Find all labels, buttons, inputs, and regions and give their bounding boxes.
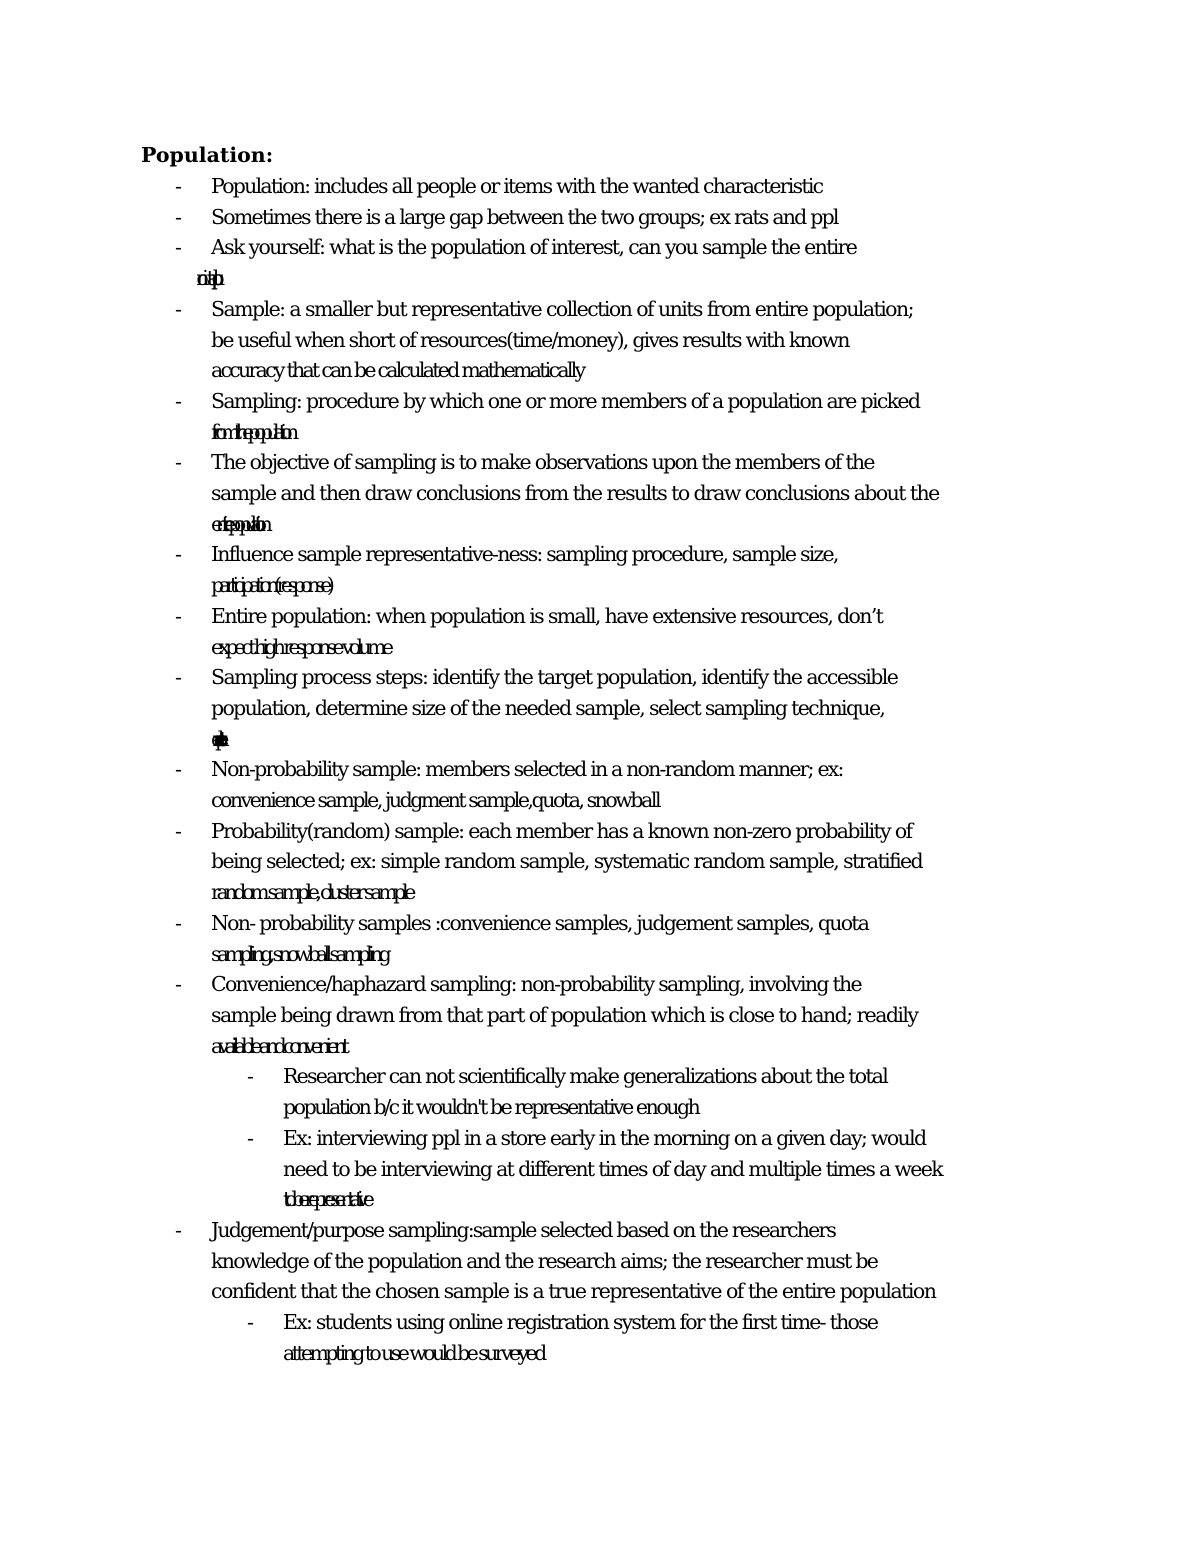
bullet-item (0, 202, 1200, 233)
text-line: being selected; ex: simple random sample, systematic random sample, stratified (211, 849, 923, 874)
bullet-item (0, 754, 1200, 815)
bullet-text (211, 1215, 1200, 1307)
text-line: Influence sample representative-ness: sampling procedure, sample size, (211, 542, 838, 567)
bullet-text (211, 601, 1200, 662)
text-line: The objective of sampling is to make observations upon the members of the (211, 450, 874, 475)
bullet-item (0, 1215, 1200, 1307)
bullet-dash: - (247, 1064, 254, 1089)
text-line: population b/c it wouldn't be representative enough (283, 1095, 699, 1120)
bullet-text (211, 816, 1200, 908)
text-line: population, determine size of the needed sample, select sampling technique, (211, 695, 885, 720)
bullet-dash: - (175, 296, 182, 321)
bullet-item (0, 539, 1200, 600)
bullet-text (211, 539, 1200, 600)
bullet-text (211, 232, 1200, 293)
text-line: execute plan (211, 726, 219, 751)
bullet-item (0, 969, 1200, 1061)
text-line: participation(response) (211, 573, 330, 598)
bullet-item (0, 601, 1200, 662)
text-line: Probability(random) sample: each member has a known non-zero probability of (211, 818, 912, 843)
bullet-dash: - (175, 1217, 182, 1242)
bullet-item (0, 171, 1200, 202)
text-line: Non-probability sample: members selected in a non-random manner; ex: (211, 757, 843, 782)
bullet-dash: - (175, 603, 182, 628)
text-line: Non- probability samples :convenience samples, judgement samples, quota (211, 910, 869, 935)
text-line: need to be interviewing at different times of day and multiple times a week (283, 1156, 942, 1181)
sub-bullet-item (0, 1307, 1200, 1368)
bullet-dash: - (175, 204, 182, 229)
text-line: Sampling: procedure by which one or more members of a population are picked (211, 388, 920, 413)
bullet-item (0, 662, 1200, 754)
bullet-text (211, 386, 1200, 447)
bullet-text (283, 1123, 1200, 1215)
bullet-text (283, 1061, 1200, 1122)
text-line: Researcher can not scientifically make generalizations about the total (283, 1064, 888, 1089)
text-line: entire population (211, 511, 266, 536)
text-line: Judgement/purpose sampling:sample selected based on the researchers (211, 1217, 835, 1242)
text-line: attempting to use would be surveyed (283, 1340, 544, 1365)
bullet-dash: - (175, 388, 182, 413)
bullet-dash: - (247, 1125, 254, 1150)
bullet-text (283, 1307, 1200, 1368)
bullet-item (0, 232, 1200, 293)
text-line: Ask yourself: what is the population of interest, can you sample the entire (211, 235, 857, 260)
text-line: random sample, cluster sample (211, 880, 413, 905)
text-line: Sampling process steps: identify the target population, identify the accessible (211, 665, 898, 690)
bullet-dash: - (175, 910, 182, 935)
text-line (211, 263, 1200, 294)
text-line: accuracy that can be calculated mathematically (211, 358, 584, 383)
bullet-item (0, 294, 1200, 386)
sub-bullet-item (0, 1123, 1200, 1215)
text-line: convenience sample, judgment sample,quota, snowball (211, 788, 660, 813)
text-line: expect high response volume (211, 634, 390, 659)
text-line: Sample: a smaller but representative collection of units from entire population; (211, 296, 913, 321)
bullet-dash: - (175, 818, 182, 843)
text-line: sample being drawn from that part of population which is close to hand; readily (211, 1002, 918, 1027)
text-line: confident that the chosen sample is a true representative of the entire population (211, 1279, 936, 1304)
bullet-text (211, 202, 1200, 233)
bullet-dash: - (247, 1310, 254, 1335)
bullet-text (211, 754, 1200, 815)
bullet-item (0, 386, 1200, 447)
bullet-dash: - (175, 235, 182, 260)
bullet-text (211, 908, 1200, 969)
text-line: sampling, snowball sampling (211, 941, 388, 966)
bullet-dash: - (175, 542, 182, 567)
bullet-item (0, 816, 1200, 908)
text-line: sample and then draw conclusions from the results to draw conclusions about the (211, 481, 939, 506)
bullet-item (0, 908, 1200, 969)
text-line: to be representative (283, 1187, 369, 1212)
bullet-text (211, 969, 1200, 1061)
text-line: Entire population: when population is small, have extensive resources, don’t (211, 603, 883, 628)
text-line: from the population (211, 419, 293, 444)
bullet-dash: - (175, 450, 182, 475)
text-line: Ex: students using online registration system for the first time- those (283, 1310, 878, 1335)
bullet-dash: - (175, 665, 182, 690)
text-line: Population: includes all people or items with the wanted characteristic (211, 174, 823, 198)
bullet-text (211, 294, 1200, 386)
bullet-dash: - (175, 757, 182, 782)
text-line: knowledge of the population and the research aims; the researcher must be (211, 1248, 878, 1273)
bullet-text (211, 171, 1200, 202)
bullet-item (0, 447, 1200, 539)
text-line: Ex: interviewing ppl in a store early in the morning on a given day; would (283, 1125, 926, 1150)
text-line: Sometimes there is a large gap between the two groups; ex rats and ppl (211, 204, 838, 229)
sub-bullet-item (0, 1061, 1200, 1122)
text-line: available and convenient (211, 1033, 345, 1058)
section-heading: Population: (141, 143, 274, 167)
bullet-list (0, 171, 1200, 1368)
text-line: Convenience/haphazard sampling: non-probability sampling, involving the (211, 972, 861, 997)
bullet-dash: - (175, 174, 182, 198)
bullet-dash: - (175, 972, 182, 997)
bullet-text (211, 447, 1200, 539)
text-line: be useful when short of resources(time/money), gives results with known (211, 327, 849, 352)
bullet-text (211, 662, 1200, 754)
